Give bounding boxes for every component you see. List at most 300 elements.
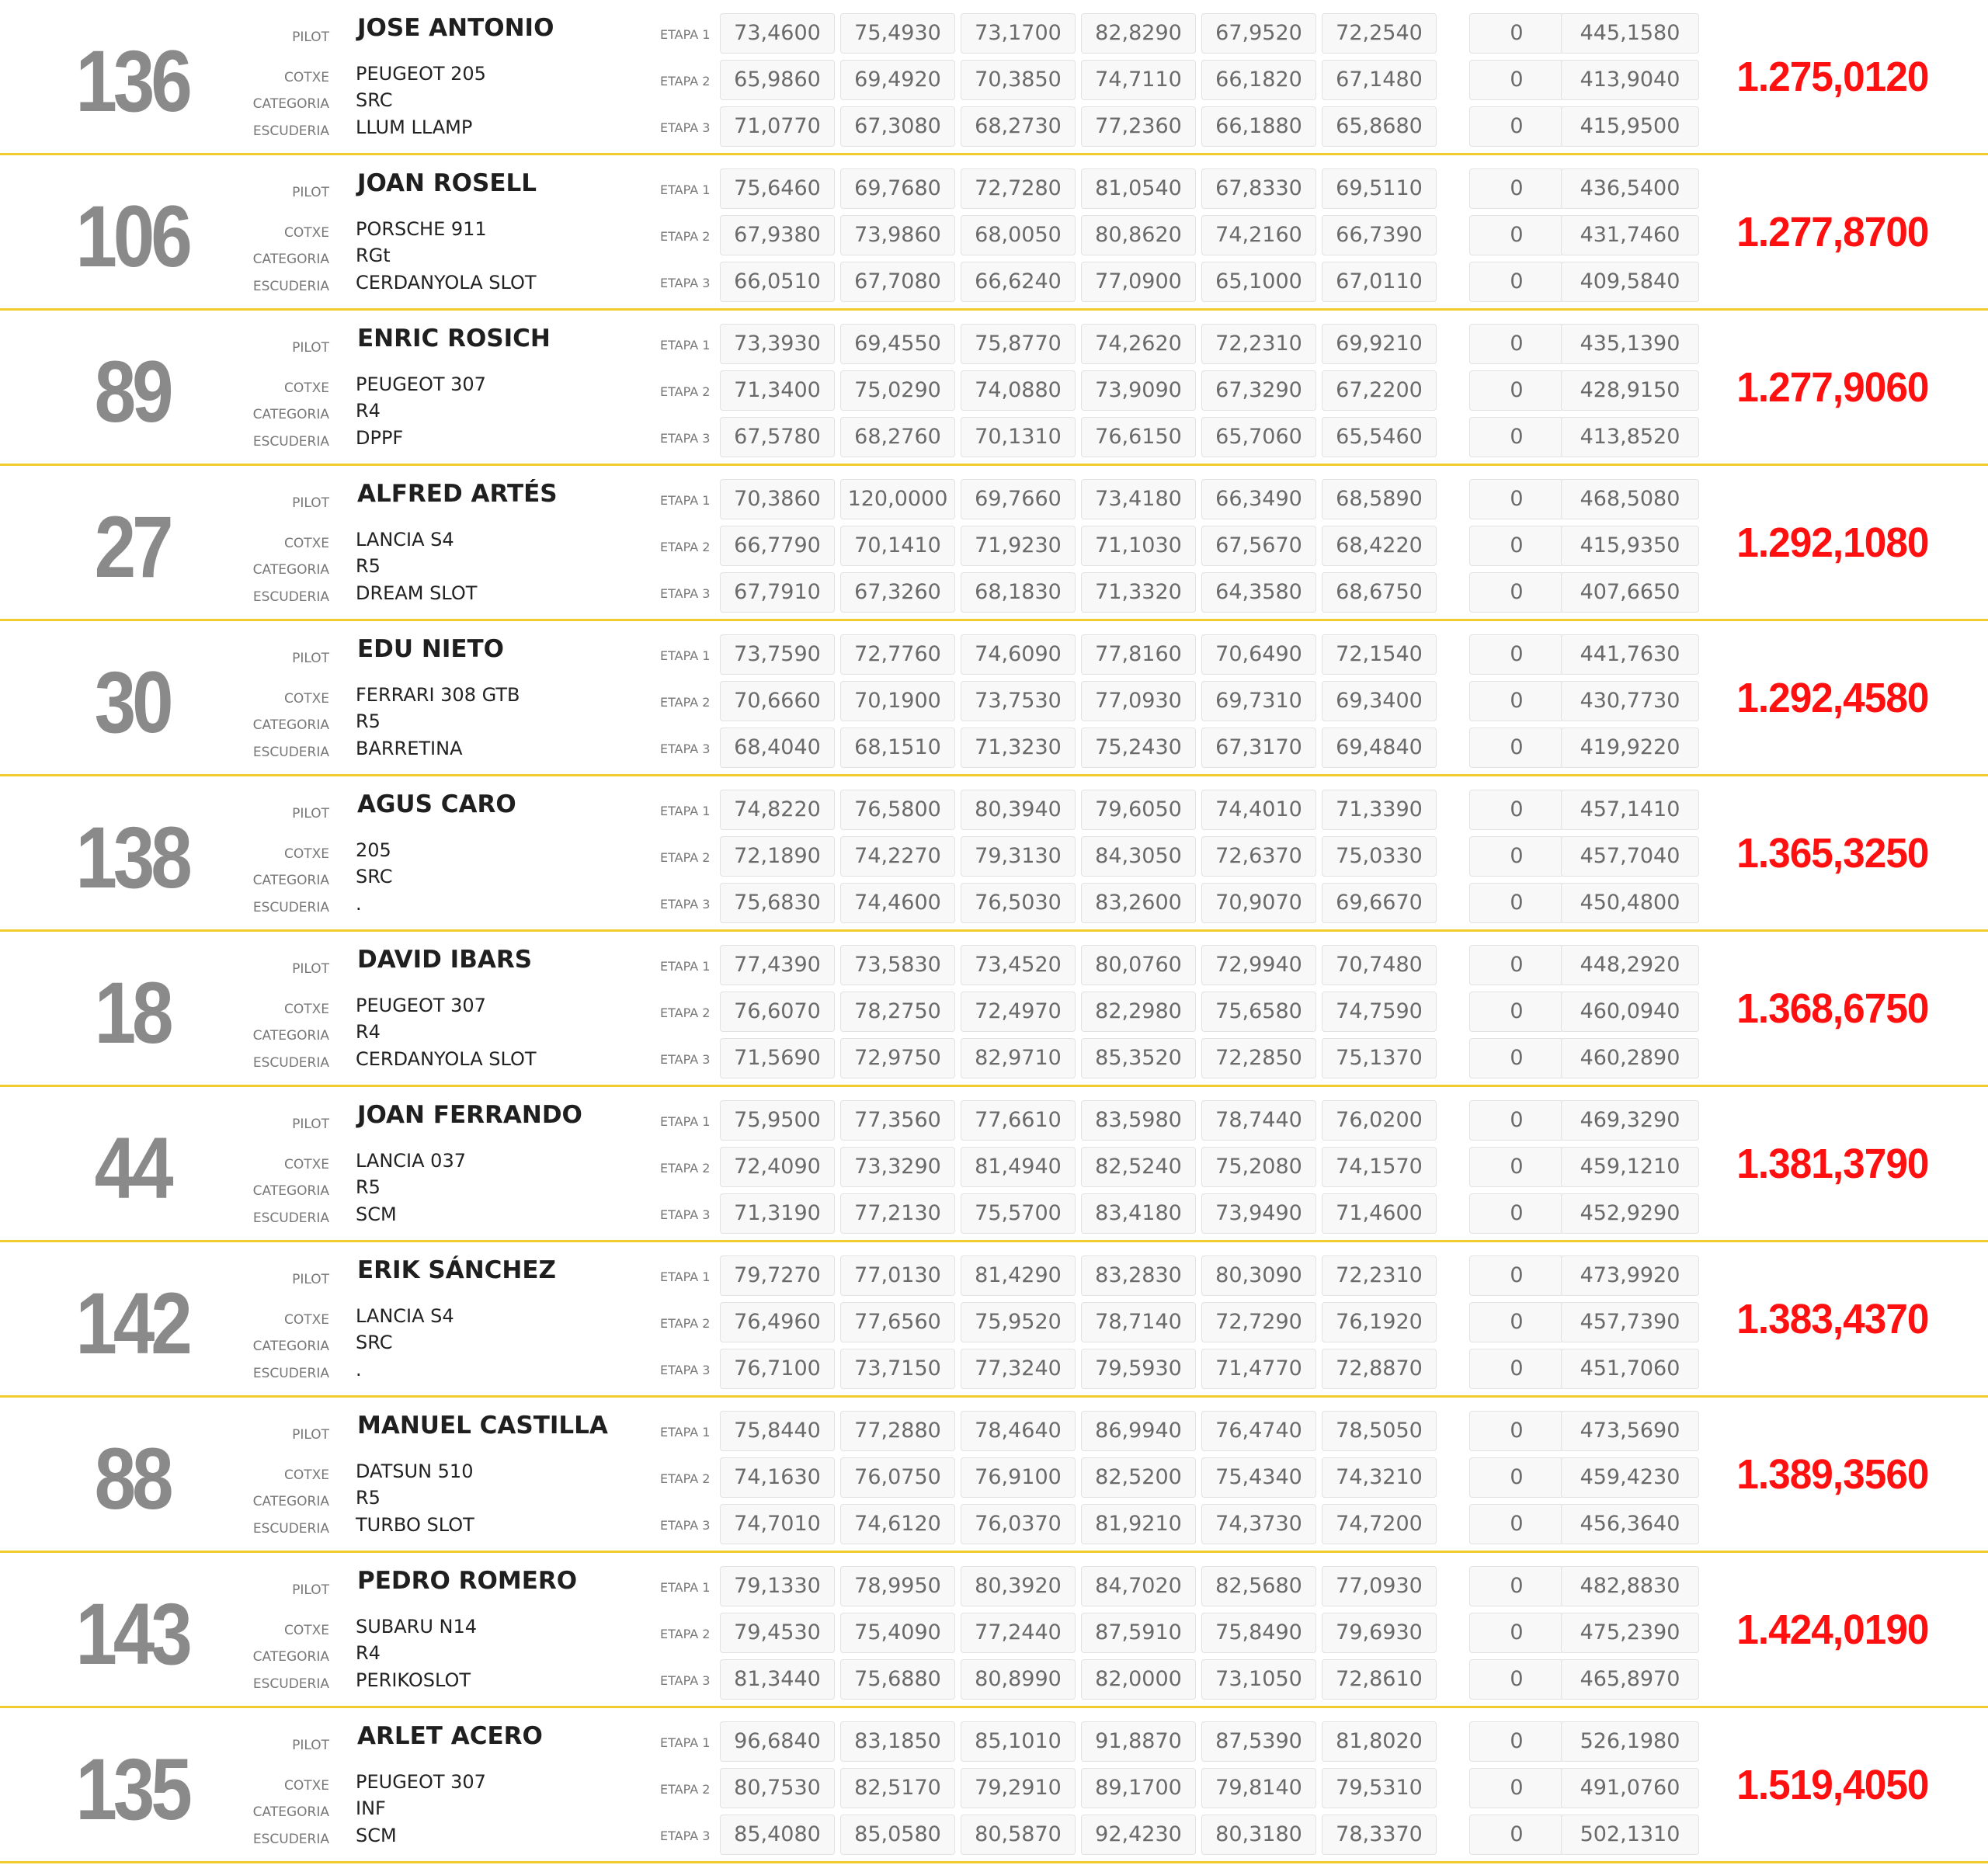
penalty-cell: 0 bbox=[1469, 1302, 1564, 1342]
stage-label: ETAPA 1 bbox=[660, 1425, 711, 1440]
stage-time-cell: 83,1850 bbox=[840, 1721, 955, 1762]
category-label: CATEGORIA bbox=[252, 1494, 329, 1509]
stage-time-cell: 70,1410 bbox=[840, 526, 955, 566]
stage-time-cell: 67,0110 bbox=[1322, 262, 1437, 302]
stage-time-cell: 76,1920 bbox=[1322, 1302, 1437, 1342]
stage-time-cell: 72,2540 bbox=[1322, 13, 1437, 54]
stage-time-cell: 73,4180 bbox=[1081, 479, 1196, 519]
stage-time-cell: 71,0770 bbox=[720, 106, 835, 147]
stage-time-cell: 74,0880 bbox=[961, 370, 1076, 411]
stage-total-cell: 413,9040 bbox=[1561, 60, 1699, 100]
penalty-cell: 0 bbox=[1469, 1038, 1564, 1078]
penalty-cell: 0 bbox=[1469, 13, 1564, 54]
stage-label: ETAPA 1 bbox=[660, 338, 711, 353]
stage-time-cell: 80,7530 bbox=[720, 1768, 835, 1808]
stage-time-cell: 67,1480 bbox=[1322, 60, 1437, 100]
result-row bbox=[0, 0, 1988, 155]
overall-total: 1.275,0120 bbox=[1736, 54, 1929, 100]
stage-time-cell: 78,9950 bbox=[840, 1566, 955, 1606]
stage-time-cell: 74,7110 bbox=[1081, 60, 1196, 100]
stage-label: ETAPA 1 bbox=[660, 1735, 711, 1750]
stage-time-cell: 76,6150 bbox=[1081, 417, 1196, 457]
penalty-cell: 0 bbox=[1469, 790, 1564, 830]
stage-total-cell: 445,1580 bbox=[1561, 13, 1699, 54]
bib-number: 142 bbox=[75, 1275, 189, 1372]
stage-time-cell: 72,2310 bbox=[1201, 324, 1316, 364]
stage-time-cell: 66,0510 bbox=[720, 262, 835, 302]
stage-time-cell: 67,3170 bbox=[1201, 728, 1316, 768]
stage-time-cell: 70,1310 bbox=[961, 417, 1076, 457]
stage-time-cell: 74,6120 bbox=[840, 1504, 955, 1544]
car-name: 205 bbox=[356, 839, 391, 861]
stage-time-cell: 74,2270 bbox=[840, 836, 955, 877]
stage-time-cell: 75,0330 bbox=[1322, 836, 1437, 877]
stage-time-cell: 67,3080 bbox=[840, 106, 955, 147]
stage-time-cell: 74,4600 bbox=[840, 883, 955, 923]
stage-label: ETAPA 3 bbox=[660, 1207, 711, 1222]
stage-time-cell: 80,0760 bbox=[1081, 945, 1196, 985]
penalty-cell: 0 bbox=[1469, 106, 1564, 147]
stage-time-cell: 92,4230 bbox=[1081, 1815, 1196, 1855]
penalty-cell: 0 bbox=[1469, 215, 1564, 255]
stage-time-cell: 68,2730 bbox=[961, 106, 1076, 147]
stage-time-cell: 78,4640 bbox=[961, 1411, 1076, 1451]
stage-label: ETAPA 2 bbox=[660, 384, 711, 399]
stage-total-cell: 468,5080 bbox=[1561, 479, 1699, 519]
penalty-cell: 0 bbox=[1469, 1349, 1564, 1389]
category-value: R4 bbox=[356, 1021, 381, 1043]
stage-total-cell: 415,9350 bbox=[1561, 526, 1699, 566]
category-label: CATEGORIA bbox=[252, 1649, 329, 1665]
stage-time-cell: 85,3520 bbox=[1081, 1038, 1196, 1078]
penalty-cell: 0 bbox=[1469, 945, 1564, 985]
result-row bbox=[0, 466, 1988, 621]
stage-time-cell: 75,2430 bbox=[1081, 728, 1196, 768]
stage-time-cell: 79,7270 bbox=[720, 1255, 835, 1296]
bib-number: 135 bbox=[75, 1741, 189, 1838]
car-name: PEUGEOT 205 bbox=[356, 63, 486, 85]
stage-time-cell: 67,2200 bbox=[1322, 370, 1437, 411]
stage-label: ETAPA 1 bbox=[660, 648, 711, 663]
penalty-cell: 0 bbox=[1469, 1193, 1564, 1234]
car-label: COTXE bbox=[283, 536, 329, 551]
pilot-label: PILOT bbox=[292, 30, 329, 45]
stage-total-cell: 457,1410 bbox=[1561, 790, 1699, 830]
stage-total-cell: 502,1310 bbox=[1561, 1815, 1699, 1855]
stage-time-cell: 75,6460 bbox=[720, 168, 835, 209]
stage-time-cell: 84,7020 bbox=[1081, 1566, 1196, 1606]
bib-number: 138 bbox=[75, 809, 189, 906]
overall-total: 1.381,3790 bbox=[1736, 1141, 1929, 1187]
stage-time-cell: 70,3850 bbox=[961, 60, 1076, 100]
penalty-cell: 0 bbox=[1469, 728, 1564, 768]
stage-time-cell: 75,0290 bbox=[840, 370, 955, 411]
stage-time-cell: 81,3440 bbox=[720, 1659, 835, 1700]
penalty-cell: 0 bbox=[1469, 883, 1564, 923]
stage-time-cell: 75,9500 bbox=[720, 1100, 835, 1141]
category-label: CATEGORIA bbox=[252, 96, 329, 112]
stage-time-cell: 72,9940 bbox=[1201, 945, 1316, 985]
stage-time-cell: 76,4960 bbox=[720, 1302, 835, 1342]
stage-label: ETAPA 3 bbox=[660, 741, 711, 756]
stage-time-cell: 84,3050 bbox=[1081, 836, 1196, 877]
stage-total-cell: 473,5690 bbox=[1561, 1411, 1699, 1451]
penalty-cell: 0 bbox=[1469, 1566, 1564, 1606]
stage-time-cell: 75,8770 bbox=[961, 324, 1076, 364]
stage-time-cell: 66,7790 bbox=[720, 526, 835, 566]
stage-time-cell: 80,3940 bbox=[961, 790, 1076, 830]
pilot-name: MANUEL CASTILLA bbox=[357, 1412, 608, 1440]
stage-time-cell: 75,9520 bbox=[961, 1302, 1076, 1342]
result-row bbox=[0, 1553, 1988, 1708]
stage-time-cell: 71,3400 bbox=[720, 370, 835, 411]
result-row bbox=[0, 1708, 1988, 1863]
stage-time-cell: 76,4740 bbox=[1201, 1411, 1316, 1451]
stage-time-cell: 80,5870 bbox=[961, 1815, 1076, 1855]
stage-time-cell: 80,3180 bbox=[1201, 1815, 1316, 1855]
stage-label: ETAPA 2 bbox=[660, 1161, 711, 1176]
stage-time-cell: 66,3490 bbox=[1201, 479, 1316, 519]
stage-time-cell: 77,2440 bbox=[961, 1613, 1076, 1653]
car-name: FERRARI 308 GTB bbox=[356, 684, 520, 706]
stage-time-cell: 73,7150 bbox=[840, 1349, 955, 1389]
overall-total: 1.365,3250 bbox=[1736, 830, 1929, 877]
stage-total-cell: 451,7060 bbox=[1561, 1349, 1699, 1389]
stage-time-cell: 81,4290 bbox=[961, 1255, 1076, 1296]
stage-time-cell: 74,1570 bbox=[1322, 1147, 1437, 1187]
stage-time-cell: 67,3290 bbox=[1201, 370, 1316, 411]
stage-time-cell: 82,5680 bbox=[1201, 1566, 1316, 1606]
result-row bbox=[0, 1087, 1988, 1242]
stage-time-cell: 72,4090 bbox=[720, 1147, 835, 1187]
team-label: ESCUDERIA bbox=[252, 900, 329, 915]
team-name: SCM bbox=[356, 1203, 397, 1225]
category-label: CATEGORIA bbox=[252, 1028, 329, 1044]
stage-label: ETAPA 1 bbox=[660, 27, 711, 42]
team-name: BARRETINA bbox=[356, 738, 463, 759]
team-name: CERDANYOLA SLOT bbox=[356, 1048, 537, 1070]
stage-total-cell: 459,1210 bbox=[1561, 1147, 1699, 1187]
stage-time-cell: 65,5460 bbox=[1322, 417, 1437, 457]
category-value: RGt bbox=[356, 245, 391, 266]
stage-time-cell: 85,1010 bbox=[961, 1721, 1076, 1762]
stage-total-cell: 436,5400 bbox=[1561, 168, 1699, 209]
stage-time-cell: 73,9090 bbox=[1081, 370, 1196, 411]
stage-time-cell: 96,6840 bbox=[720, 1721, 835, 1762]
pilot-name: EDU NIETO bbox=[357, 635, 505, 663]
stage-time-cell: 77,6560 bbox=[840, 1302, 955, 1342]
stage-time-cell: 79,1330 bbox=[720, 1566, 835, 1606]
stage-time-cell: 69,5110 bbox=[1322, 168, 1437, 209]
car-label: COTXE bbox=[283, 380, 329, 396]
pilot-name: ERIK SÁNCHEZ bbox=[357, 1256, 557, 1284]
team-name: . bbox=[356, 893, 362, 915]
penalty-cell: 0 bbox=[1469, 262, 1564, 302]
car-label: COTXE bbox=[283, 1467, 329, 1483]
stage-time-cell: 75,6880 bbox=[840, 1659, 955, 1700]
stage-label: ETAPA 3 bbox=[660, 120, 711, 135]
stage-time-cell: 67,3260 bbox=[840, 572, 955, 613]
stage-time-cell: 68,5890 bbox=[1322, 479, 1437, 519]
penalty-cell: 0 bbox=[1469, 992, 1564, 1032]
stage-label: ETAPA 3 bbox=[660, 586, 711, 601]
stage-time-cell: 69,7310 bbox=[1201, 681, 1316, 721]
result-row bbox=[0, 932, 1988, 1087]
car-label: COTXE bbox=[283, 225, 329, 241]
result-row bbox=[0, 1242, 1988, 1398]
stage-time-cell: 72,1890 bbox=[720, 836, 835, 877]
pilot-name: ALFRED ARTÉS bbox=[357, 480, 558, 508]
stage-time-cell: 87,5910 bbox=[1081, 1613, 1196, 1653]
stage-time-cell: 73,3290 bbox=[840, 1147, 955, 1187]
stage-time-cell: 78,2750 bbox=[840, 992, 955, 1032]
stage-time-cell: 77,2360 bbox=[1081, 106, 1196, 147]
stage-total-cell: 459,4230 bbox=[1561, 1457, 1699, 1498]
team-name: DPPF bbox=[356, 427, 404, 449]
stage-time-cell: 79,5930 bbox=[1081, 1349, 1196, 1389]
stage-total-cell: 482,8830 bbox=[1561, 1566, 1699, 1606]
category-value: R4 bbox=[356, 1642, 381, 1664]
stage-time-cell: 86,9940 bbox=[1081, 1411, 1196, 1451]
stage-time-cell: 79,4530 bbox=[720, 1613, 835, 1653]
stage-time-cell: 77,8160 bbox=[1081, 634, 1196, 675]
category-label: CATEGORIA bbox=[252, 717, 329, 733]
stage-time-cell: 75,6580 bbox=[1201, 992, 1316, 1032]
stage-time-cell: 70,3860 bbox=[720, 479, 835, 519]
category-label: CATEGORIA bbox=[252, 562, 329, 578]
overall-total: 1.292,1080 bbox=[1736, 519, 1929, 566]
stage-label: ETAPA 3 bbox=[660, 1518, 711, 1533]
stage-label: ETAPA 1 bbox=[660, 1114, 711, 1129]
stage-total-cell: 435,1390 bbox=[1561, 324, 1699, 364]
stage-total-cell: 428,9150 bbox=[1561, 370, 1699, 411]
stage-time-cell: 72,4970 bbox=[961, 992, 1076, 1032]
team-name: CERDANYOLA SLOT bbox=[356, 272, 537, 293]
category-label: CATEGORIA bbox=[252, 873, 329, 888]
stage-time-cell: 72,2310 bbox=[1322, 1255, 1437, 1296]
stage-time-cell: 71,3190 bbox=[720, 1193, 835, 1234]
pilot-name: JOAN FERRANDO bbox=[357, 1101, 582, 1129]
category-value: R5 bbox=[356, 710, 381, 732]
team-name: PERIKOSLOT bbox=[356, 1669, 471, 1691]
stage-time-cell: 80,8620 bbox=[1081, 215, 1196, 255]
stage-total-cell: 456,3640 bbox=[1561, 1504, 1699, 1544]
stage-total-cell: 475,2390 bbox=[1561, 1613, 1699, 1653]
stage-total-cell: 409,5840 bbox=[1561, 262, 1699, 302]
stage-time-cell: 76,0750 bbox=[840, 1457, 955, 1498]
stage-time-cell: 70,1900 bbox=[840, 681, 955, 721]
stage-label: ETAPA 3 bbox=[660, 1673, 711, 1688]
penalty-cell: 0 bbox=[1469, 1147, 1564, 1187]
stage-time-cell: 69,3400 bbox=[1322, 681, 1437, 721]
stage-time-cell: 72,7760 bbox=[840, 634, 955, 675]
car-name: PEUGEOT 307 bbox=[356, 1771, 486, 1793]
stage-time-cell: 82,2980 bbox=[1081, 992, 1196, 1032]
stage-label: ETAPA 2 bbox=[660, 74, 711, 89]
penalty-cell: 0 bbox=[1469, 1768, 1564, 1808]
stage-time-cell: 73,9490 bbox=[1201, 1193, 1316, 1234]
stage-time-cell: 82,5200 bbox=[1081, 1457, 1196, 1498]
stage-time-cell: 69,4840 bbox=[1322, 728, 1437, 768]
stage-label: ETAPA 3 bbox=[660, 1829, 711, 1843]
stage-time-cell: 78,3370 bbox=[1322, 1815, 1437, 1855]
penalty-cell: 0 bbox=[1469, 634, 1564, 675]
team-label: ESCUDERIA bbox=[252, 1521, 329, 1537]
stage-time-cell: 82,9710 bbox=[961, 1038, 1076, 1078]
stage-time-cell: 67,8330 bbox=[1201, 168, 1316, 209]
stage-time-cell: 67,7080 bbox=[840, 262, 955, 302]
stage-time-cell: 68,1830 bbox=[961, 572, 1076, 613]
stage-time-cell: 74,6090 bbox=[961, 634, 1076, 675]
stage-label: ETAPA 1 bbox=[660, 493, 711, 508]
stage-time-cell: 77,3240 bbox=[961, 1349, 1076, 1389]
stage-time-cell: 81,9210 bbox=[1081, 1504, 1196, 1544]
penalty-cell: 0 bbox=[1469, 1659, 1564, 1700]
stage-time-cell: 73,9860 bbox=[840, 215, 955, 255]
penalty-cell: 0 bbox=[1469, 1100, 1564, 1141]
stage-time-cell: 77,3560 bbox=[840, 1100, 955, 1141]
car-label: COTXE bbox=[283, 1778, 329, 1794]
stage-time-cell: 76,5030 bbox=[961, 883, 1076, 923]
stage-time-cell: 82,5240 bbox=[1081, 1147, 1196, 1187]
result-row bbox=[0, 1398, 1988, 1553]
stage-time-cell: 79,6050 bbox=[1081, 790, 1196, 830]
stage-total-cell: 441,7630 bbox=[1561, 634, 1699, 675]
stage-time-cell: 75,8440 bbox=[720, 1411, 835, 1451]
stage-total-cell: 452,9290 bbox=[1561, 1193, 1699, 1234]
pilot-name: ARLET ACERO bbox=[357, 1722, 543, 1750]
stage-time-cell: 71,4770 bbox=[1201, 1349, 1316, 1389]
stage-time-cell: 67,7910 bbox=[720, 572, 835, 613]
stage-time-cell: 71,1030 bbox=[1081, 526, 1196, 566]
category-label: CATEGORIA bbox=[252, 1183, 329, 1199]
penalty-cell: 0 bbox=[1469, 681, 1564, 721]
row-separator bbox=[0, 1861, 1988, 1863]
stage-total-cell: 450,4800 bbox=[1561, 883, 1699, 923]
stage-time-cell: 72,9750 bbox=[840, 1038, 955, 1078]
car-name: DATSUN 510 bbox=[356, 1460, 474, 1482]
bib-number: 18 bbox=[94, 964, 170, 1061]
bib-number: 88 bbox=[94, 1430, 170, 1527]
stage-label: ETAPA 3 bbox=[660, 897, 711, 912]
stage-time-cell: 74,8220 bbox=[720, 790, 835, 830]
car-name: PORSCHE 911 bbox=[356, 218, 487, 240]
stage-label: ETAPA 2 bbox=[660, 540, 711, 554]
stage-total-cell: 457,7390 bbox=[1561, 1302, 1699, 1342]
car-name: LANCIA S4 bbox=[356, 529, 454, 550]
stage-total-cell: 415,9500 bbox=[1561, 106, 1699, 147]
stage-time-cell: 82,8290 bbox=[1081, 13, 1196, 54]
stage-label: ETAPA 2 bbox=[660, 1782, 711, 1797]
stage-time-cell: 74,2620 bbox=[1081, 324, 1196, 364]
stage-time-cell: 69,4920 bbox=[840, 60, 955, 100]
stage-total-cell: 460,0940 bbox=[1561, 992, 1699, 1032]
stage-time-cell: 69,7660 bbox=[961, 479, 1076, 519]
penalty-cell: 0 bbox=[1469, 1721, 1564, 1762]
car-name: SUBARU N14 bbox=[356, 1616, 478, 1638]
category-value: R5 bbox=[356, 555, 381, 577]
stage-time-cell: 68,4040 bbox=[720, 728, 835, 768]
team-label: ESCUDERIA bbox=[252, 1676, 329, 1692]
pilot-label: PILOT bbox=[292, 1272, 329, 1287]
stage-time-cell: 67,9520 bbox=[1201, 13, 1316, 54]
stage-time-cell: 83,5980 bbox=[1081, 1100, 1196, 1141]
penalty-cell: 0 bbox=[1469, 1815, 1564, 1855]
stage-label: ETAPA 1 bbox=[660, 959, 711, 974]
stage-time-cell: 70,6490 bbox=[1201, 634, 1316, 675]
bib-number: 106 bbox=[75, 188, 189, 285]
stage-time-cell: 85,4080 bbox=[720, 1815, 835, 1855]
stage-time-cell: 73,1700 bbox=[961, 13, 1076, 54]
penalty-cell: 0 bbox=[1469, 526, 1564, 566]
stage-label: ETAPA 3 bbox=[660, 431, 711, 446]
stage-time-cell: 69,4550 bbox=[840, 324, 955, 364]
team-label: ESCUDERIA bbox=[252, 123, 329, 139]
stage-time-cell: 78,7140 bbox=[1081, 1302, 1196, 1342]
stage-time-cell: 72,6370 bbox=[1201, 836, 1316, 877]
team-label: ESCUDERIA bbox=[252, 279, 329, 294]
team-label: ESCUDERIA bbox=[252, 745, 329, 760]
stage-time-cell: 77,0930 bbox=[1322, 1566, 1437, 1606]
stage-time-cell: 71,3320 bbox=[1081, 572, 1196, 613]
stage-total-cell: 491,0760 bbox=[1561, 1768, 1699, 1808]
stage-time-cell: 72,2850 bbox=[1201, 1038, 1316, 1078]
stage-total-cell: 430,7730 bbox=[1561, 681, 1699, 721]
bib-number: 136 bbox=[75, 33, 189, 130]
pilot-label: PILOT bbox=[292, 651, 329, 666]
category-value: SRC bbox=[356, 89, 393, 111]
stage-time-cell: 73,7530 bbox=[961, 681, 1076, 721]
team-name: SCM bbox=[356, 1825, 397, 1846]
stage-time-cell: 120,0000 bbox=[840, 479, 955, 519]
stage-time-cell: 68,0050 bbox=[961, 215, 1076, 255]
pilot-name: DAVID IBARS bbox=[357, 946, 533, 974]
stage-time-cell: 75,1370 bbox=[1322, 1038, 1437, 1078]
stage-time-cell: 65,8680 bbox=[1322, 106, 1437, 147]
stage-time-cell: 81,8020 bbox=[1322, 1721, 1437, 1762]
bib-number: 143 bbox=[75, 1585, 189, 1683]
stage-time-cell: 74,1630 bbox=[720, 1457, 835, 1498]
car-label: COTXE bbox=[283, 691, 329, 707]
car-label: COTXE bbox=[283, 70, 329, 85]
category-value: SRC bbox=[356, 866, 393, 887]
category-value: INF bbox=[356, 1797, 386, 1819]
overall-total: 1.277,9060 bbox=[1736, 364, 1929, 411]
stage-time-cell: 73,4520 bbox=[961, 945, 1076, 985]
stage-total-cell: 465,8970 bbox=[1561, 1659, 1699, 1700]
bib-number: 27 bbox=[94, 498, 170, 596]
penalty-cell: 0 bbox=[1469, 836, 1564, 877]
penalty-cell: 0 bbox=[1469, 60, 1564, 100]
stage-total-cell: 526,1980 bbox=[1561, 1721, 1699, 1762]
stage-time-cell: 64,3580 bbox=[1201, 572, 1316, 613]
penalty-cell: 0 bbox=[1469, 1613, 1564, 1653]
stage-time-cell: 66,1820 bbox=[1201, 60, 1316, 100]
stage-time-cell: 67,5670 bbox=[1201, 526, 1316, 566]
bib-number: 30 bbox=[94, 654, 170, 751]
stage-label: ETAPA 2 bbox=[660, 1627, 711, 1641]
stage-time-cell: 85,0580 bbox=[840, 1815, 955, 1855]
pilot-name: JOSE ANTONIO bbox=[357, 14, 554, 42]
stage-time-cell: 77,2880 bbox=[840, 1411, 955, 1451]
stage-time-cell: 69,7680 bbox=[840, 168, 955, 209]
penalty-cell: 0 bbox=[1469, 417, 1564, 457]
stage-time-cell: 67,9380 bbox=[720, 215, 835, 255]
team-name: DREAM SLOT bbox=[356, 582, 478, 604]
stage-time-cell: 76,9100 bbox=[961, 1457, 1076, 1498]
stage-time-cell: 65,9860 bbox=[720, 60, 835, 100]
stage-time-cell: 77,4390 bbox=[720, 945, 835, 985]
